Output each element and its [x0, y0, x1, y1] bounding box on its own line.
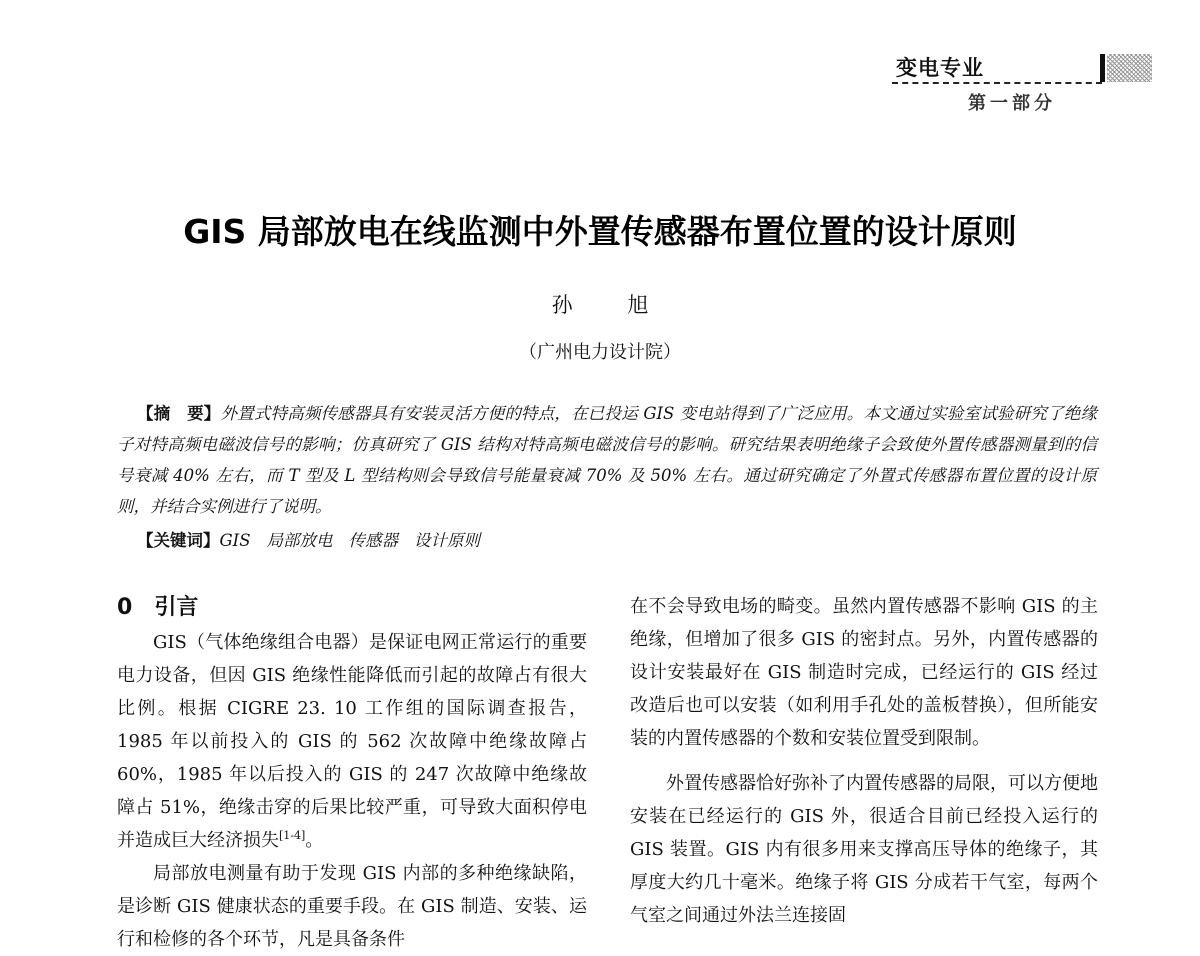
header-section-name: 变电专业 [896, 56, 984, 80]
paper-author: 孙 旭 [551, 293, 673, 317]
header-tab-bar [1100, 54, 1105, 82]
abstract-text: 外置式特高频传感器具有安装灵活方便的特点，在已投运 GIS 变电站得到了广泛应用。本文通过实验室试验研究了绝缘子对特高频电磁波信号的影响；仿真研究了 GIS 结构对特高频电磁波信号的影响。研究结果表明绝缘子会致使外置传感器测量到的信号衰减 40% 左右，而 T 型及 L 型结构则会导致信号能量衰减 70% 及 50% 左右。通过研究确定了外置式传感器布置位置的设计原则，并结合实例进行了说明。 [117, 404, 1097, 516]
body-paragraph: 在不会导致电场的畸变。虽然内置传感器不影响 GIS 的主绝缘，但增加了很多 GIS 的密封点。另外，内置传感器的设计安装最好在 GIS 制造时完成，已经运行的 GIS 经过改造后也可以安装（如利用手孔处的盖板替换），但所能安装的内置传感器的个数和安装位置受到限制。 [630, 596, 1098, 749]
header-tab-pattern [1107, 54, 1152, 82]
abstract-label: 【摘 要】 [137, 404, 221, 423]
header-part-label: 第一部分 [968, 93, 1056, 114]
author-affiliation: （广州电力设计院） [519, 342, 681, 363]
citation-ref: [1-4] [279, 829, 306, 842]
paper-title: GIS 局部放电在线监测中外置传感器布置位置的设计原则 [183, 212, 1017, 251]
keyword: 传感器 [348, 531, 399, 550]
paragraph-text: GIS（气体绝缘组合电器）是保证电网正常运行的重要电力设备，但因 GIS 绝缘性能降低而引起的故障占有很大比例。根据 CIGRE 23. 10 工作组的国际调查报告，1985 年以前投入的 GIS 的 562 次故障中绝缘故障占 60%，1985 年以后投入的 GIS 的 247 次故障中绝缘故障占 51%，绝缘击穿的后果比较严重，可导致大面积停电并造成巨大经济损失 [117, 632, 587, 851]
keyword: 设计原则 [414, 531, 481, 550]
section-number: 0 [117, 595, 133, 620]
keywords-label: 【关键词】 [137, 531, 220, 550]
body-column-left [117, 590, 587, 956]
abstract [117, 398, 1097, 522]
section-title: 引言 [154, 595, 199, 620]
body-paragraph [117, 626, 587, 857]
keyword: GIS [219, 531, 251, 550]
body-column-right [630, 590, 1098, 932]
paragraph-end: 。 [305, 830, 324, 851]
keyword: 局部放电 [266, 531, 333, 550]
section-heading [117, 590, 587, 626]
body-paragraph: 局部放电测量有助于发现 GIS 内部的多种绝缘缺陷，是诊断 GIS 健康状态的重要手段。在 GIS 制造、安装、运行和检修的各个环节，凡是具备条件 [117, 863, 587, 950]
paragraph-gap [630, 755, 1098, 767]
header-tab-marker [1100, 54, 1152, 82]
keywords [137, 525, 1037, 556]
header-dashed-rule [892, 82, 1102, 84]
body-paragraph: 外置传感器恰好弥补了内置传感器的局限，可以方便地安装在已经运行的 GIS 外，很适合目前已经投入运行的 GIS 装置。GIS 内有很多用来支撑高压导体的绝缘子，其厚度大约几十毫米。绝缘子将 GIS 分成若干气室，每两个气室之间通过外法兰连接固 [630, 773, 1098, 926]
running-header [880, 52, 1152, 122]
